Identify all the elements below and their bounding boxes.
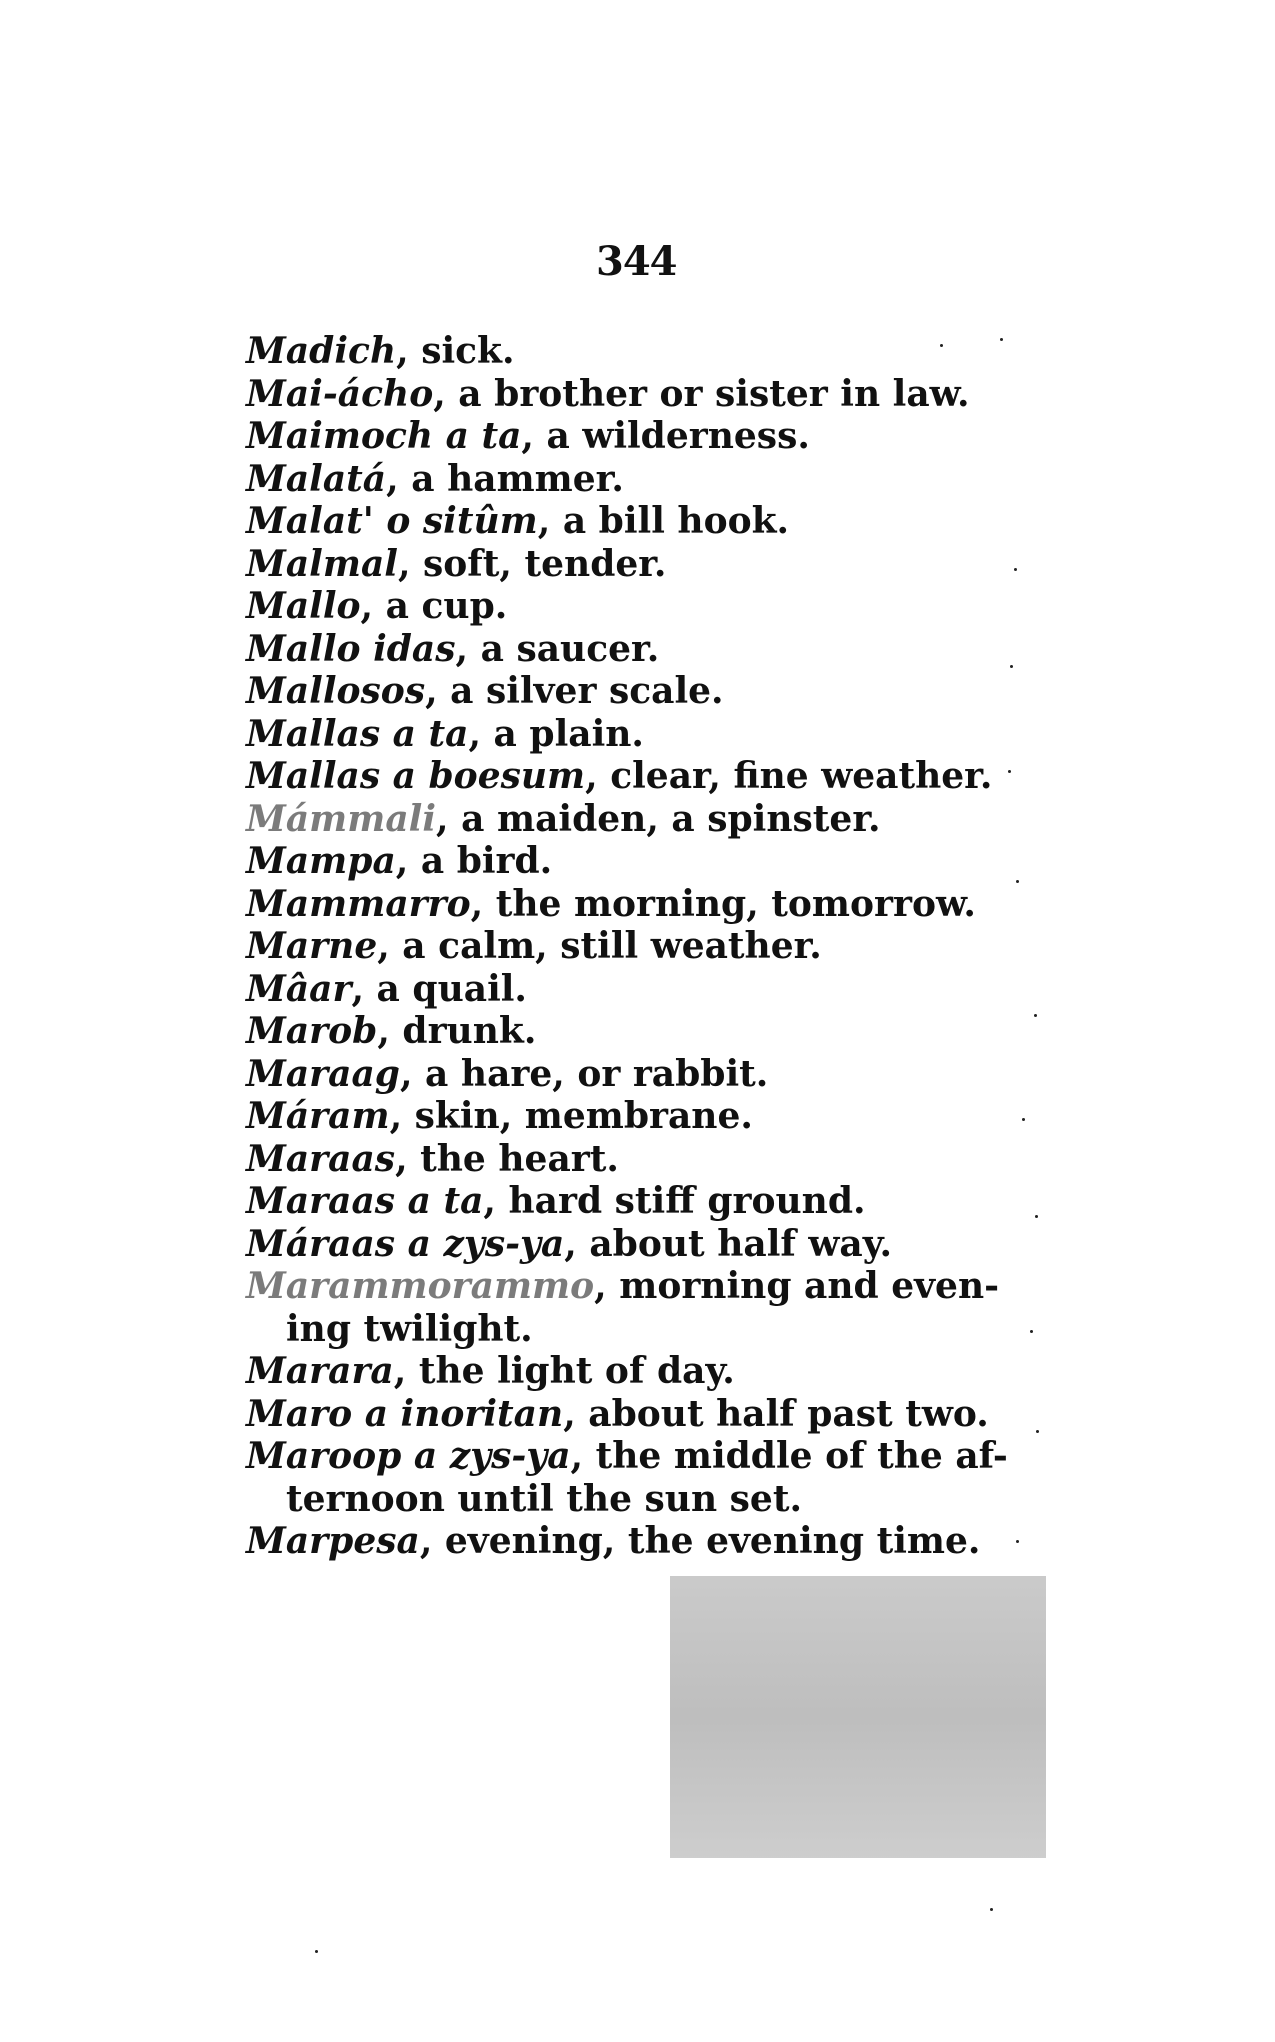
entry-definition: , morning and even- — [594, 1265, 1000, 1307]
entry-definition: , clear, fine weather. — [585, 755, 993, 797]
entry-head: Malmal — [246, 542, 398, 585]
entry-definition: , a cup. — [360, 585, 508, 627]
entry-head: Mampa — [246, 840, 396, 882]
scan-speck — [1016, 1540, 1019, 1543]
entry-continuation — [246, 1478, 1046, 1521]
scan-speck — [1036, 1430, 1039, 1433]
entry — [246, 755, 1046, 798]
entry-head: Mâar — [246, 967, 352, 1010]
scan-shadow — [670, 1576, 1046, 1858]
scan-speck — [990, 1908, 993, 1911]
entry-definition: , hard stiff ground. — [483, 1180, 866, 1222]
entry — [246, 458, 1046, 501]
scan-speck — [1016, 880, 1019, 883]
entry — [246, 883, 1046, 926]
scan-speck — [1000, 338, 1003, 341]
entry-head: Mallo idas — [246, 627, 456, 670]
entry-head: Madich — [246, 330, 397, 372]
entry-head: Maraas a ta — [246, 1180, 484, 1222]
entry-head: Mallosos — [246, 670, 426, 712]
scan-speck — [1035, 1215, 1038, 1218]
entry-head: Mallo — [246, 585, 361, 627]
entry-head: Marara — [246, 1350, 394, 1392]
entry — [246, 500, 1046, 543]
entry — [246, 1223, 1046, 1266]
scan-speck — [1030, 1330, 1033, 1333]
entry — [246, 798, 1046, 841]
scan-speck — [1022, 1118, 1025, 1121]
entry-definition: ing twilight. — [286, 1307, 533, 1350]
entry — [246, 1435, 1046, 1478]
entry — [246, 1010, 1046, 1053]
entry-definition: , a hammer. — [386, 457, 624, 500]
entry — [246, 1053, 1046, 1096]
entry-definition: , a calm, still weather. — [377, 925, 822, 967]
entry-head: Máram — [246, 1095, 390, 1137]
entry-definition: , a saucer. — [455, 627, 660, 670]
entry-head: Máraas a zys-ya — [246, 1222, 565, 1265]
entry — [246, 1095, 1046, 1138]
entry — [246, 585, 1046, 628]
entry-continuation — [246, 1308, 1046, 1351]
dictionary-entries — [246, 330, 1046, 1563]
entry-definition: , a silver scale. — [425, 670, 724, 712]
entry-definition: , sick. — [396, 330, 515, 372]
entry — [246, 373, 1046, 416]
scan-speck — [1014, 568, 1017, 571]
entry-definition: , about half past two. — [563, 1392, 989, 1435]
entry-definition: , a brother or sister in law. — [433, 372, 970, 415]
entry-definition: , the light of day. — [393, 1350, 735, 1392]
entry-head: Maraag — [246, 1052, 400, 1095]
entry-definition: , skin, membrane. — [389, 1095, 753, 1137]
entry-definition: , a bird. — [395, 840, 553, 882]
entry-head: Maroop a zys-ya — [246, 1435, 571, 1477]
entry-definition: , a wilderness. — [521, 415, 810, 457]
entry-head: Malatá — [246, 457, 387, 500]
scan-speck — [1010, 665, 1013, 668]
entry-definition: , a maiden, a spinster. — [436, 797, 881, 840]
entry — [246, 670, 1046, 713]
entry-head: Marpesa — [246, 1520, 420, 1562]
scan-speck — [1008, 770, 1011, 773]
entry-definition: ternoon until the sun set. — [286, 1477, 802, 1520]
entry-head: Mallas a boesum — [246, 755, 586, 797]
entry — [246, 925, 1046, 968]
entry-definition: , a quail. — [351, 967, 527, 1010]
entry — [246, 713, 1046, 756]
entry — [246, 1180, 1046, 1223]
entry — [246, 543, 1046, 586]
entry-head: Maro a inoritan — [246, 1392, 564, 1435]
entry-definition: , soft, tender. — [397, 542, 667, 585]
scan-speck — [1034, 1014, 1037, 1017]
entry-definition: , the morning, tomorrow. — [470, 882, 976, 925]
entry — [246, 330, 1046, 373]
entry-definition: , drunk. — [377, 1010, 537, 1052]
entry-head: Marne — [246, 925, 378, 967]
entry — [246, 1520, 1046, 1563]
entry-head: Malat' o sitûm — [246, 500, 538, 542]
entry-head: Mallas a ta — [246, 712, 469, 755]
entry — [246, 628, 1046, 671]
entry-definition: , the heart. — [395, 1137, 619, 1180]
entry-definition: , a hare, or rabbit. — [399, 1052, 769, 1095]
entry-head: Marammorammo — [246, 1265, 595, 1307]
entry-head: Mammarro — [246, 882, 471, 925]
entry — [246, 1350, 1046, 1393]
entry-definition: , a plain. — [468, 712, 644, 755]
entry-head: Marob — [246, 1010, 378, 1052]
entry-definition: , the middle of the af- — [570, 1435, 1008, 1477]
entry-head: Maraas — [246, 1137, 396, 1180]
entry — [246, 1138, 1046, 1181]
scan-speck — [315, 1950, 318, 1953]
entry-definition: , about half way. — [564, 1222, 893, 1265]
entry — [246, 840, 1046, 883]
entry — [246, 1393, 1046, 1436]
entry-head: Mámmali — [246, 797, 437, 840]
scan-speck — [940, 344, 943, 347]
entry — [246, 415, 1046, 458]
entry-head: Maimoch a ta — [246, 415, 522, 457]
entry — [246, 1265, 1046, 1308]
entry-head: Mai-ácho — [246, 372, 434, 415]
page-number: 344 — [596, 238, 677, 285]
entry — [246, 968, 1046, 1011]
entry-definition: , a bill hook. — [537, 500, 790, 542]
entry-definition: , evening, the evening time. — [419, 1520, 981, 1562]
